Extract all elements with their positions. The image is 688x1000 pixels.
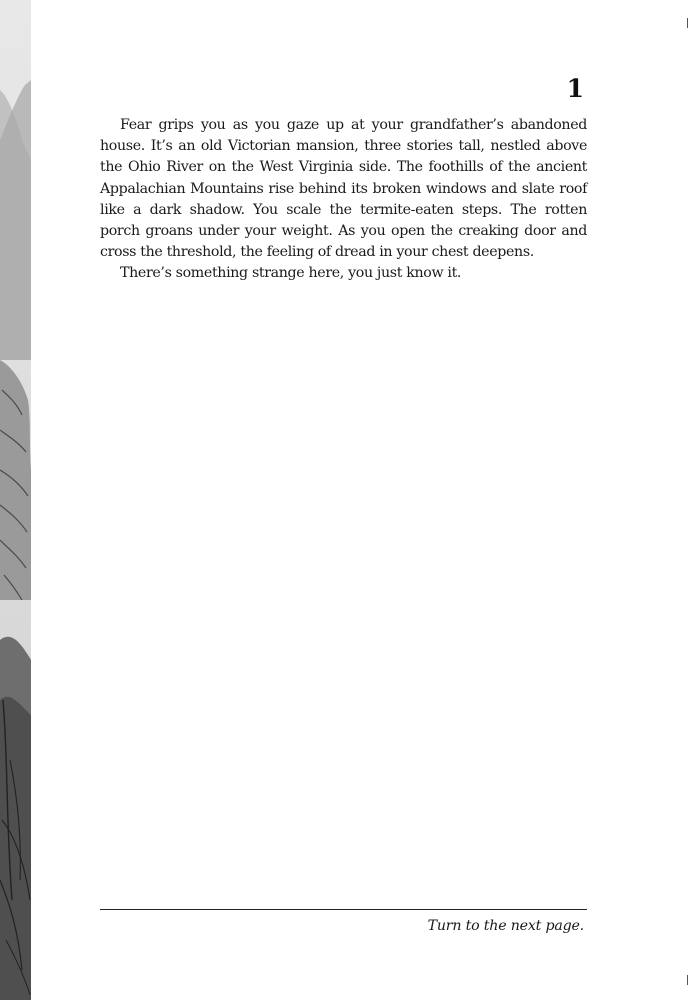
paragraph: Fear grips you as you gaze up at your grandfather’s abandoned house. It’s an old Victorian mansion, three stories tall, nestled above the Ohio River on the West Virginia side. The foothills of the ancient Appalachian Mountains rise behind its broken windows and slate roof like a dark shadow. You scale the termite-eaten steps. The rotten porch groans under your weight. As you open the creaking door and cross the threshold, the feeling of dread in your chest deepens. [100, 117, 587, 261]
edge-illustration [0, 0, 31, 1000]
page-number: 1 [566, 74, 584, 103]
footer-divider [100, 909, 587, 910]
body-text [100, 115, 587, 285]
paragraph: There’s something strange here, you just know it. [120, 265, 462, 282]
turn-page-prompt: Turn to the next page. [427, 918, 584, 934]
